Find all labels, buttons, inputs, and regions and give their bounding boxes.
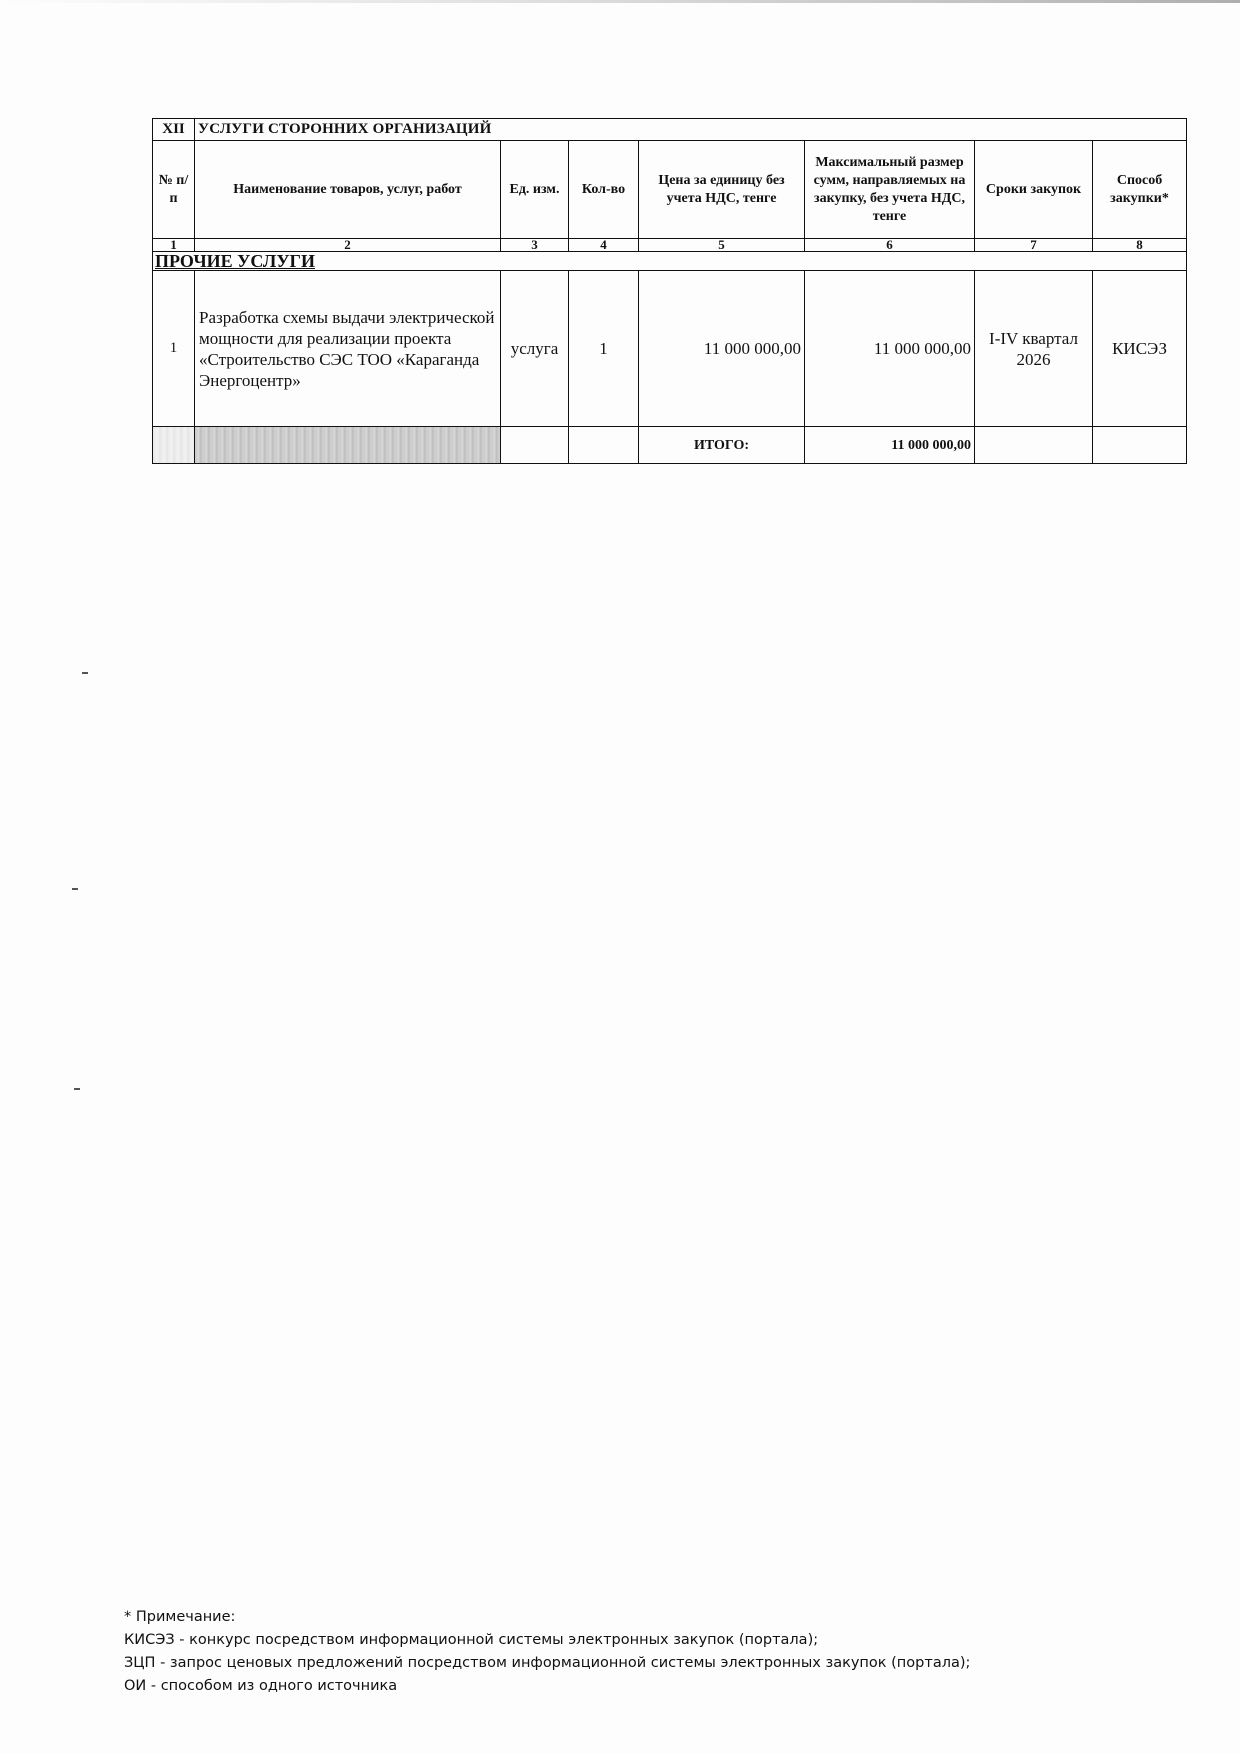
item-unit: услуга [501,271,569,427]
column-index-row [153,239,1187,252]
item-number: 1 [153,271,195,427]
scan-artifact [72,888,78,890]
item-unit-price: 11 000 000,00 [639,271,805,427]
column-header: Кол-во [569,141,639,239]
column-header: Цена за единицу без учета НДС, тенге [639,141,805,239]
scan-artifact [82,672,88,674]
column-header: № п/п [153,141,195,239]
item-max-amount: 11 000 000,00 [805,271,975,427]
item-method: КИСЭЗ [1093,271,1187,427]
empty-cell [1093,427,1187,464]
total-label: ИТОГО: [639,427,805,464]
scan-artifact [74,1088,80,1090]
empty-cell [153,427,195,464]
scan-edge [0,0,1240,3]
column-header: Ед. изм. [501,141,569,239]
footnote-line: КИСЭЗ - конкурс посредством информационной системы электронных закупок (портала); [124,1632,819,1648]
item-quantity: 1 [569,271,639,427]
column-index: 3 [501,239,569,252]
column-index: 6 [805,239,975,252]
item-period: I-IV квартал 2026 [975,271,1093,427]
item-name: Разработка схемы выдачи электрической мощности для реализации проекта «Строительство СЭС ТОО «Караганда Энергоцентр» [195,271,501,427]
column-index: 5 [639,239,805,252]
header-row [153,141,1187,239]
column-index: 2 [195,239,501,252]
column-header: Наименование товаров, услуг, работ [195,141,501,239]
footnote-line: ЗЦП - запрос ценовых предложений посредством информационной системы электронных закупок (портала); [124,1655,971,1671]
empty-cell [195,427,501,464]
total-amount: 11 000 000,00 [805,427,975,464]
footnote-title: * Примечание: [124,1609,236,1625]
section-title: УСЛУГИ СТОРОННИХ ОРГАНИЗАЦИЙ [195,119,1187,141]
total-row [153,427,1187,464]
category-label: ПРОЧИЕ УСЛУГИ [153,252,1187,271]
empty-cell [975,427,1093,464]
column-index: 4 [569,239,639,252]
column-header: Максимальный размер сумм, направляемых на закупку, без учета НДС, тенге [805,141,975,239]
column-index: 1 [153,239,195,252]
column-index: 7 [975,239,1093,252]
footnote [124,1606,1204,1698]
column-index: 8 [1093,239,1187,252]
footnote-line: ОИ - способом из одного источника [124,1678,398,1694]
category-row [153,252,1187,271]
procurement-table [152,118,1187,464]
section-row [153,119,1187,141]
empty-cell [569,427,639,464]
column-header: Сроки закупок [975,141,1093,239]
empty-cell [501,427,569,464]
column-header: Способ закупки* [1093,141,1187,239]
section-number: XII [153,119,195,141]
table-row [153,271,1187,427]
